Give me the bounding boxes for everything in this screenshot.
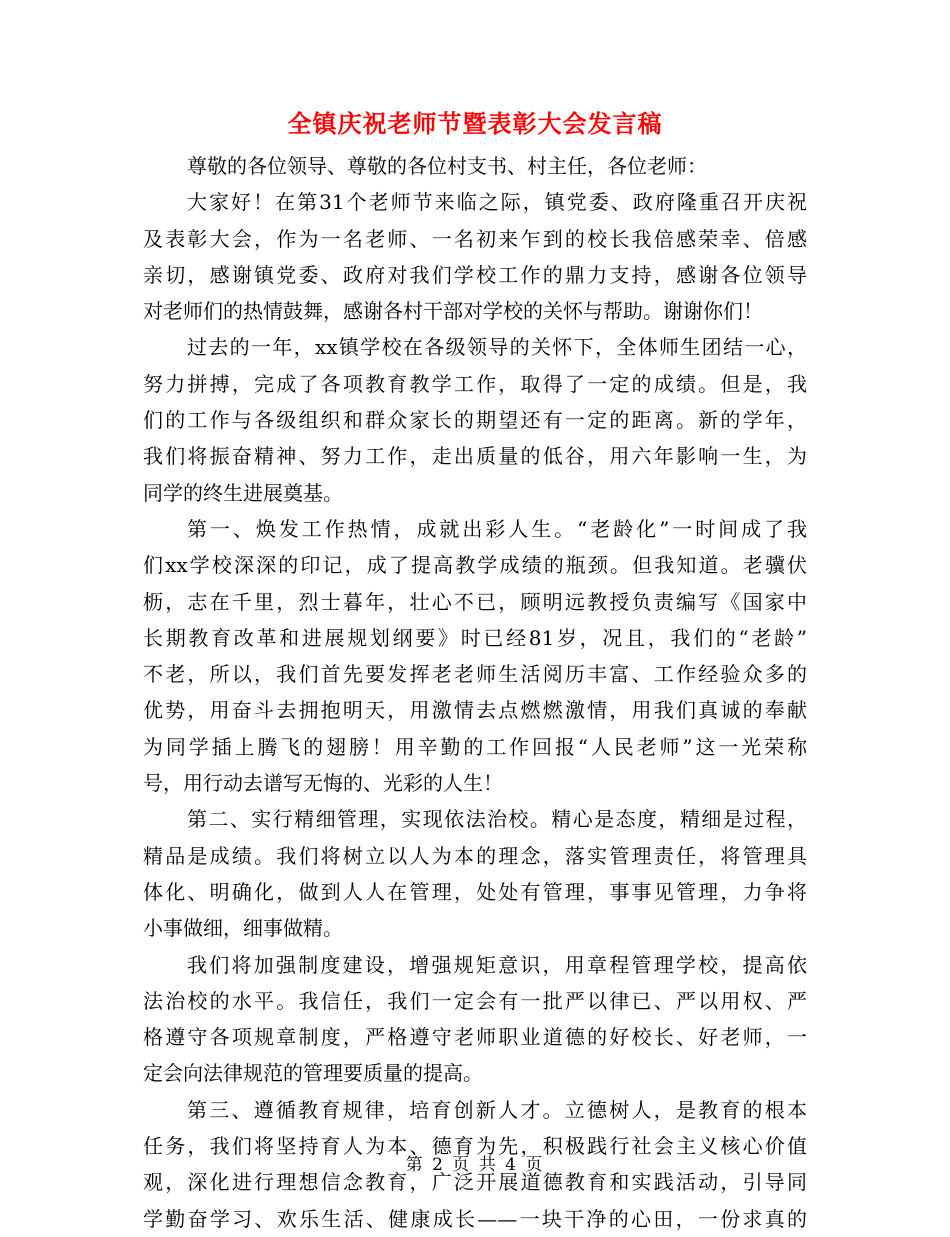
text-line: 亲切，感谢镇党委、政府对我们学校工作的鼎力支持，感谢各位领导	[143, 262, 807, 287]
text-line: 枥，志在千里，烈士暮年，壮心不已，顾明远教授负责编写《国家中	[143, 589, 807, 614]
text-line: 我们将加强制度建设，增强规矩意识，用章程管理学校，提高依	[187, 952, 807, 977]
text-line: 我们将振奋精神、努力工作，走出质量的低谷，用六年影响一生，为	[143, 444, 807, 469]
text-line: 及表彰大会，作为一名老师、一名初来乍到的校长我倍感荣幸、倍感	[143, 226, 807, 251]
text-line: 第一、焕发工作热情，成就出彩人生。“老龄化”一时间成了我	[187, 516, 807, 541]
text-line: 号，用行动去谱写无悔的、光彩的人生！	[143, 771, 503, 796]
text-line: 们xx学校深深的印记，成了提高教学成绩的瓶颈。但我知道。老骥伏	[143, 553, 807, 578]
text-line: 大家好！在第31个老师节来临之际，镇党委、政府隆重召开庆祝	[187, 190, 807, 215]
text-line: 小事做细，细事做精。	[143, 916, 343, 941]
text-line: 同学的终生进展奠基。	[143, 480, 343, 505]
text-line: 不老，所以，我们首先要发挥老老师生活阅历丰富、工作经验众多的	[143, 662, 807, 687]
text-line: 体化、明确化，做到人人在管理，处处有管理，事事见管理，力争将	[143, 879, 807, 904]
text-line: 精品是成绩。我们将树立以人为本的理念，落实管理责任，将管理具	[143, 843, 807, 868]
text-line: 第三、遵循教育规律，培育创新人才。立德树人，是教育的根本	[187, 1097, 807, 1122]
text-line: 优势，用奋斗去拥抱明天，用激情去点燃燃激情，用我们真诚的奉献	[143, 698, 807, 723]
text-line: 学勤奋学习、欢乐生活、健康成长——一块干净的心田，一份求真的	[143, 1206, 807, 1231]
text-line: 第二、实行精细管理，实现依法治校。精心是态度，精细是过程，	[187, 807, 807, 832]
text-line: 为同学插上腾飞的翅膀！用辛勤的工作回报“人民老师”这一光荣称	[143, 734, 807, 759]
text-line: 观，深化进行理想信念教育，广泛开展道德教育和实践活动，引导同	[143, 1170, 807, 1195]
text-line: 们的工作与各级组织和群众家长的期望还有一定的距离。新的学年，	[143, 408, 807, 433]
text-line: 尊敬的各位领导、尊敬的各位村支书、村主任，各位老师：	[187, 154, 707, 178]
document-title: 全镇庆祝老师节暨表彰大会发言稿	[287, 109, 663, 138]
text-line: 对老师们的热情鼓舞，感谢各村干部对学校的关怀与帮助。谢谢你们！	[143, 299, 763, 324]
document-body	[143, 148, 807, 1237]
text-line: 过去的一年，xx镇学校在各级领导的关怀下，全体师生团结一心，	[187, 335, 807, 360]
text-line: 格遵守各项规章制度，严格遵守老师职业道德的好校长、好老师，一	[143, 1025, 807, 1050]
text-line: 长期教育改革和进展规划纲要》时已经81岁，况且，我们的“老龄”	[143, 625, 807, 650]
page-footer: 第 2 页 共 4 页	[405, 1155, 545, 1175]
text-line: 法治校的水平。我信任，我们一定会有一批严以律已、严以用权、严	[143, 988, 807, 1013]
text-line: 定会向法律规范的管理要质量的提高。	[143, 1061, 483, 1086]
text-line: 努力拼搏，完成了各项教育教学工作，取得了一定的成绩。但是，我	[143, 371, 807, 396]
text-line: 任务，我们将坚持育人为本、德育为先，积极践行社会主义核心价值	[143, 1134, 807, 1159]
